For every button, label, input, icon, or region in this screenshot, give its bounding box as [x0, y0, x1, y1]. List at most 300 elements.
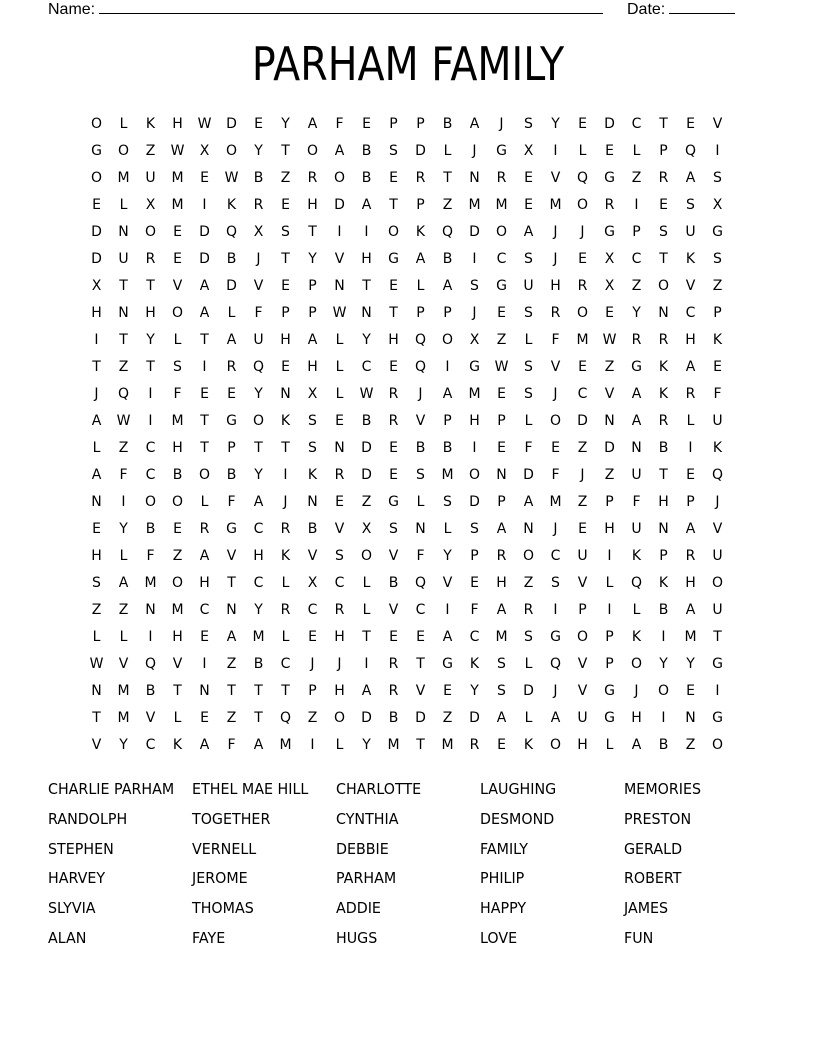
grid-cell[interactable]: M [387, 737, 400, 753]
grid-cell[interactable]: S [524, 251, 533, 267]
grid-cell[interactable]: S [524, 629, 533, 645]
grid-cell[interactable]: M [171, 413, 184, 429]
grid-cell[interactable]: Z [442, 197, 453, 213]
grid-cell[interactable]: M [441, 737, 454, 753]
grid-cell[interactable]: A [631, 737, 642, 753]
grid-cell[interactable]: K [172, 737, 183, 753]
grid-cell[interactable]: T [281, 440, 290, 456]
grid-cell[interactable]: E [173, 521, 182, 537]
grid-cell[interactable]: Z [712, 278, 723, 294]
grid-cell[interactable]: N [280, 386, 291, 402]
grid-cell[interactable]: O [360, 548, 373, 564]
grid-cell[interactable]: L [362, 575, 371, 591]
grid-cell[interactable]: R [388, 656, 399, 672]
grid-cell[interactable]: E [416, 629, 425, 645]
grid-cell[interactable]: P [632, 224, 641, 240]
grid-cell[interactable]: X [253, 224, 264, 240]
grid-cell[interactable]: Y [659, 656, 668, 672]
grid-cell[interactable]: E [686, 116, 695, 132]
grid-cell[interactable]: T [254, 683, 263, 699]
grid-cell[interactable]: Z [442, 710, 453, 726]
grid-cell[interactable]: S [470, 521, 479, 537]
grid-cell[interactable]: F [632, 494, 641, 510]
grid-cell[interactable]: B [307, 521, 318, 537]
grid-cell[interactable]: L [632, 602, 641, 618]
grid-cell[interactable]: P [308, 683, 317, 699]
grid-cell[interactable]: H [685, 575, 696, 591]
grid-cell[interactable]: T [119, 278, 128, 294]
grid-cell[interactable]: T [389, 305, 398, 321]
grid-cell[interactable]: T [659, 251, 668, 267]
grid-cell[interactable]: Q [252, 359, 265, 375]
grid-cell[interactable]: V [442, 575, 453, 591]
grid-cell[interactable]: J [553, 386, 558, 402]
grid-cell[interactable]: D [361, 710, 372, 726]
grid-cell[interactable]: L [119, 629, 128, 645]
grid-cell[interactable]: R [685, 386, 696, 402]
grid-cell[interactable]: V [388, 602, 399, 618]
grid-cell[interactable]: S [686, 197, 695, 213]
grid-cell[interactable]: J [553, 683, 558, 699]
grid-cell[interactable]: E [389, 467, 398, 483]
grid-cell[interactable]: L [524, 332, 533, 348]
grid-cell[interactable]: R [631, 332, 642, 348]
grid-cell[interactable]: Y [686, 656, 695, 672]
grid-cell[interactable]: V [577, 575, 588, 591]
grid-cell[interactable]: P [470, 548, 479, 564]
grid-cell[interactable]: C [199, 602, 210, 618]
grid-cell[interactable]: U [577, 710, 588, 726]
grid-cell[interactable]: H [145, 305, 156, 321]
grid-cell[interactable]: R [496, 548, 507, 564]
grid-cell[interactable]: O [144, 224, 157, 240]
grid-cell[interactable]: U [118, 251, 129, 267]
grid-cell[interactable]: H [550, 278, 561, 294]
grid-cell[interactable]: A [685, 602, 696, 618]
grid-cell[interactable]: D [604, 116, 615, 132]
grid-cell[interactable]: Q [225, 224, 238, 240]
grid-cell[interactable]: Y [443, 548, 452, 564]
grid-cell[interactable]: E [173, 251, 182, 267]
grid-cell[interactable]: A [550, 710, 561, 726]
grid-cell[interactable]: I [553, 602, 558, 618]
grid-cell[interactable]: S [443, 494, 452, 510]
grid-cell[interactable]: A [496, 521, 507, 537]
grid-cell[interactable]: P [605, 494, 614, 510]
grid-cell[interactable]: C [253, 575, 264, 591]
grid-cell[interactable]: E [578, 359, 587, 375]
grid-cell[interactable]: G [469, 359, 480, 375]
grid-cell[interactable]: Z [496, 332, 507, 348]
grid-cell[interactable]: P [659, 143, 668, 159]
grid-cell[interactable]: Q [279, 710, 292, 726]
grid-cell[interactable]: B [442, 251, 453, 267]
grid-cell[interactable]: J [283, 494, 288, 510]
grid-cell[interactable]: T [416, 737, 425, 753]
grid-cell[interactable]: F [713, 386, 722, 402]
grid-cell[interactable]: E [281, 278, 290, 294]
grid-cell[interactable]: N [469, 170, 480, 186]
grid-cell[interactable]: V [226, 548, 237, 564]
grid-cell[interactable]: R [280, 602, 291, 618]
grid-cell[interactable]: N [496, 467, 507, 483]
grid-cell[interactable]: R [388, 386, 399, 402]
grid-cell[interactable]: G [496, 143, 507, 159]
grid-cell[interactable]: T [254, 440, 263, 456]
grid-cell[interactable]: F [416, 548, 425, 564]
grid-cell[interactable]: K [307, 467, 318, 483]
grid-cell[interactable]: W [602, 332, 617, 348]
grid-cell[interactable]: U [712, 548, 723, 564]
grid-cell[interactable]: B [658, 602, 669, 618]
grid-cell[interactable]: E [389, 440, 398, 456]
grid-cell[interactable]: A [91, 413, 102, 429]
grid-cell[interactable]: S [308, 413, 317, 429]
grid-cell[interactable]: J [580, 224, 585, 240]
grid-cell[interactable]: G [91, 143, 102, 159]
grid-cell[interactable]: J [553, 521, 558, 537]
grid-cell[interactable]: H [307, 197, 318, 213]
grid-cell[interactable]: X [361, 521, 372, 537]
grid-cell[interactable]: R [334, 467, 345, 483]
grid-cell[interactable]: N [361, 305, 372, 321]
grid-cell[interactable]: H [685, 332, 696, 348]
grid-cell[interactable]: P [578, 602, 587, 618]
grid-cell[interactable]: Z [604, 467, 615, 483]
grid-cell[interactable]: G [388, 251, 399, 267]
grid-cell[interactable]: S [659, 224, 668, 240]
grid-cell[interactable]: T [389, 197, 398, 213]
grid-cell[interactable]: L [632, 143, 641, 159]
grid-cell[interactable]: N [415, 521, 426, 537]
grid-cell[interactable]: W [224, 170, 239, 186]
grid-cell[interactable]: N [658, 521, 669, 537]
grid-cell[interactable]: C [550, 548, 561, 564]
grid-cell[interactable]: O [171, 305, 184, 321]
grid-cell[interactable]: A [496, 710, 507, 726]
grid-cell[interactable]: V [118, 656, 129, 672]
grid-cell[interactable]: P [416, 197, 425, 213]
grid-cell[interactable]: O [549, 413, 562, 429]
grid-cell[interactable]: B [172, 467, 183, 483]
grid-cell[interactable]: O [657, 683, 670, 699]
grid-cell[interactable]: V [685, 278, 696, 294]
grid-cell[interactable]: P [659, 548, 668, 564]
grid-cell[interactable]: M [252, 629, 265, 645]
grid-cell[interactable]: D [226, 116, 237, 132]
grid-cell[interactable]: R [253, 197, 264, 213]
grid-cell[interactable]: I [202, 197, 207, 213]
grid-cell[interactable]: J [472, 143, 477, 159]
grid-cell[interactable]: A [199, 278, 210, 294]
grid-cell[interactable]: T [281, 143, 290, 159]
grid-cell[interactable]: G [712, 224, 723, 240]
grid-cell[interactable]: A [685, 170, 696, 186]
grid-cell[interactable]: A [685, 521, 696, 537]
grid-cell[interactable]: I [715, 143, 720, 159]
grid-cell[interactable]: F [470, 602, 479, 618]
grid-cell[interactable]: F [524, 440, 533, 456]
grid-cell[interactable]: V [388, 548, 399, 564]
grid-cell[interactable]: Y [362, 332, 371, 348]
grid-cell[interactable]: H [307, 359, 318, 375]
grid-cell[interactable]: Q [414, 359, 427, 375]
grid-cell[interactable]: C [253, 521, 264, 537]
grid-cell[interactable]: Z [577, 494, 588, 510]
grid-cell[interactable]: Q [414, 575, 427, 591]
grid-cell[interactable]: H [91, 548, 102, 564]
grid-cell[interactable]: K [658, 575, 669, 591]
grid-cell[interactable]: A [631, 386, 642, 402]
grid-cell[interactable]: S [524, 386, 533, 402]
grid-cell[interactable]: K [280, 548, 291, 564]
grid-cell[interactable]: F [227, 737, 236, 753]
grid-cell[interactable]: L [335, 359, 344, 375]
grid-cell[interactable]: G [631, 359, 642, 375]
grid-cell[interactable]: E [578, 251, 587, 267]
grid-cell[interactable]: H [658, 494, 669, 510]
grid-cell[interactable]: H [172, 116, 183, 132]
grid-cell[interactable]: N [91, 683, 102, 699]
grid-cell[interactable]: Z [226, 710, 237, 726]
grid-cell[interactable]: A [523, 494, 534, 510]
grid-cell[interactable]: V [712, 116, 723, 132]
grid-cell[interactable]: O [711, 575, 724, 591]
grid-cell[interactable]: T [281, 683, 290, 699]
grid-cell[interactable]: D [334, 197, 345, 213]
grid-cell[interactable]: R [280, 521, 291, 537]
grid-cell[interactable]: S [524, 305, 533, 321]
grid-cell[interactable]: E [389, 170, 398, 186]
grid-cell[interactable]: O [495, 224, 508, 240]
grid-cell[interactable]: E [308, 629, 317, 645]
grid-cell[interactable]: R [658, 170, 669, 186]
grid-cell[interactable]: G [712, 656, 723, 672]
grid-cell[interactable]: E [362, 116, 371, 132]
grid-cell[interactable]: B [253, 170, 264, 186]
grid-cell[interactable]: S [713, 170, 722, 186]
grid-cell[interactable]: B [388, 710, 399, 726]
grid-cell[interactable]: S [497, 683, 506, 699]
grid-cell[interactable]: N [523, 521, 534, 537]
grid-cell[interactable]: S [173, 359, 182, 375]
grid-cell[interactable]: G [550, 629, 561, 645]
grid-cell[interactable]: I [364, 224, 369, 240]
grid-cell[interactable]: L [92, 629, 101, 645]
grid-cell[interactable]: M [279, 737, 292, 753]
grid-cell[interactable]: G [604, 224, 615, 240]
grid-cell[interactable]: L [119, 197, 128, 213]
grid-cell[interactable]: R [658, 332, 669, 348]
grid-cell[interactable]: N [118, 305, 129, 321]
grid-cell[interactable]: U [631, 467, 642, 483]
grid-cell[interactable]: L [605, 575, 614, 591]
grid-cell[interactable]: I [148, 386, 153, 402]
grid-cell[interactable]: X [604, 251, 615, 267]
grid-cell[interactable]: O [333, 170, 346, 186]
grid-cell[interactable]: B [361, 143, 372, 159]
grid-cell[interactable]: A [442, 278, 453, 294]
grid-cell[interactable]: B [145, 521, 156, 537]
grid-cell[interactable]: P [497, 494, 506, 510]
grid-cell[interactable]: D [523, 467, 534, 483]
grid-cell[interactable]: Q [684, 143, 697, 159]
grid-cell[interactable]: O [576, 305, 589, 321]
grid-cell[interactable]: Y [632, 305, 641, 321]
grid-cell[interactable]: G [604, 710, 615, 726]
grid-cell[interactable]: E [389, 278, 398, 294]
grid-cell[interactable]: A [199, 305, 210, 321]
grid-cell[interactable]: M [117, 683, 130, 699]
grid-cell[interactable]: A [118, 575, 129, 591]
grid-cell[interactable]: F [551, 467, 560, 483]
grid-cell[interactable]: C [307, 602, 318, 618]
grid-cell[interactable]: I [364, 656, 369, 672]
grid-cell[interactable]: H [172, 629, 183, 645]
grid-cell[interactable]: T [362, 278, 371, 294]
grid-cell[interactable]: E [200, 710, 209, 726]
grid-cell[interactable]: F [551, 332, 560, 348]
grid-cell[interactable]: S [389, 143, 398, 159]
grid-cell[interactable]: J [94, 386, 99, 402]
grid-cell[interactable]: Z [307, 710, 318, 726]
grid-cell[interactable]: R [685, 548, 696, 564]
grid-cell[interactable]: V [550, 359, 561, 375]
name-blank-line[interactable] [99, 0, 603, 14]
grid-cell[interactable]: M [468, 386, 481, 402]
grid-cell[interactable]: H [334, 629, 345, 645]
grid-cell[interactable]: H [631, 710, 642, 726]
grid-cell[interactable]: J [715, 494, 720, 510]
grid-cell[interactable]: D [199, 251, 210, 267]
grid-cell[interactable]: T [713, 629, 722, 645]
grid-cell[interactable]: E [659, 197, 668, 213]
grid-cell[interactable]: Y [119, 737, 128, 753]
grid-cell[interactable]: D [226, 278, 237, 294]
grid-cell[interactable]: L [173, 332, 182, 348]
grid-cell[interactable]: G [604, 170, 615, 186]
grid-cell[interactable]: I [94, 332, 99, 348]
grid-cell[interactable]: A [442, 386, 453, 402]
grid-cell[interactable]: E [605, 143, 614, 159]
grid-cell[interactable]: R [658, 413, 669, 429]
grid-cell[interactable]: C [631, 251, 642, 267]
grid-cell[interactable]: A [253, 494, 264, 510]
grid-cell[interactable]: L [578, 143, 587, 159]
grid-cell[interactable]: C [334, 575, 345, 591]
grid-cell[interactable]: L [335, 332, 344, 348]
grid-cell[interactable]: H [469, 413, 480, 429]
grid-cell[interactable]: B [415, 440, 426, 456]
grid-cell[interactable]: W [89, 656, 104, 672]
grid-cell[interactable]: V [577, 683, 588, 699]
grid-cell[interactable]: R [388, 683, 399, 699]
grid-cell[interactable]: M [171, 170, 184, 186]
grid-cell[interactable]: I [337, 224, 342, 240]
grid-cell[interactable]: P [416, 305, 425, 321]
grid-cell[interactable]: E [281, 197, 290, 213]
grid-cell[interactable]: V [91, 737, 102, 753]
grid-cell[interactable]: E [578, 116, 587, 132]
grid-cell[interactable]: E [335, 413, 344, 429]
grid-cell[interactable]: A [307, 332, 318, 348]
grid-cell[interactable]: L [335, 386, 344, 402]
grid-cell[interactable]: C [280, 656, 291, 672]
grid-cell[interactable]: Q [441, 224, 454, 240]
grid-cell[interactable]: G [604, 683, 615, 699]
grid-cell[interactable]: Y [146, 332, 155, 348]
grid-cell[interactable]: V [577, 656, 588, 672]
grid-cell[interactable]: Z [604, 359, 615, 375]
grid-cell[interactable]: T [92, 359, 101, 375]
grid-cell[interactable]: Y [119, 521, 128, 537]
grid-cell[interactable]: F [335, 116, 344, 132]
grid-cell[interactable]: S [92, 575, 101, 591]
grid-cell[interactable]: L [524, 413, 533, 429]
grid-cell[interactable]: L [416, 494, 425, 510]
grid-cell[interactable]: W [170, 143, 185, 159]
grid-cell[interactable]: O [144, 494, 157, 510]
grid-cell[interactable]: Y [254, 602, 263, 618]
grid-cell[interactable]: M [468, 197, 481, 213]
grid-cell[interactable]: B [226, 467, 237, 483]
grid-cell[interactable]: L [605, 737, 614, 753]
grid-cell[interactable]: E [389, 359, 398, 375]
grid-cell[interactable]: P [308, 278, 317, 294]
grid-cell[interactable]: A [631, 413, 642, 429]
grid-cell[interactable]: O [441, 332, 454, 348]
grid-cell[interactable]: M [549, 494, 562, 510]
grid-cell[interactable]: K [631, 548, 642, 564]
grid-cell[interactable]: K [415, 224, 426, 240]
grid-cell[interactable]: F [227, 494, 236, 510]
grid-cell[interactable]: I [472, 440, 477, 456]
grid-cell[interactable]: H [199, 575, 210, 591]
grid-cell[interactable]: R [604, 197, 615, 213]
grid-cell[interactable]: C [469, 629, 480, 645]
grid-cell[interactable]: V [334, 251, 345, 267]
grid-cell[interactable]: L [443, 143, 452, 159]
grid-cell[interactable]: P [227, 440, 236, 456]
grid-cell[interactable]: W [332, 305, 347, 321]
grid-cell[interactable]: R [496, 170, 507, 186]
grid-cell[interactable]: E [173, 224, 182, 240]
grid-cell[interactable]: E [254, 116, 263, 132]
grid-cell[interactable]: K [226, 197, 237, 213]
grid-cell[interactable]: W [494, 359, 509, 375]
grid-cell[interactable]: E [227, 386, 236, 402]
grid-cell[interactable]: E [686, 467, 695, 483]
grid-cell[interactable]: L [524, 656, 533, 672]
grid-cell[interactable]: T [659, 116, 668, 132]
grid-cell[interactable]: P [713, 305, 722, 321]
grid-cell[interactable]: J [418, 386, 423, 402]
grid-cell[interactable]: J [337, 656, 342, 672]
grid-cell[interactable]: R [523, 602, 534, 618]
grid-cell[interactable]: T [146, 278, 155, 294]
grid-cell[interactable]: Y [551, 116, 560, 132]
grid-cell[interactable]: Y [281, 116, 290, 132]
grid-cell[interactable]: U [685, 224, 696, 240]
grid-cell[interactable]: S [551, 575, 560, 591]
grid-cell[interactable]: Z [145, 143, 156, 159]
grid-cell[interactable]: B [361, 413, 372, 429]
grid-cell[interactable]: M [549, 197, 562, 213]
grid-cell[interactable]: M [117, 710, 130, 726]
word-search-grid[interactable] [83, 112, 731, 760]
grid-cell[interactable]: F [254, 305, 263, 321]
grid-cell[interactable]: B [658, 737, 669, 753]
